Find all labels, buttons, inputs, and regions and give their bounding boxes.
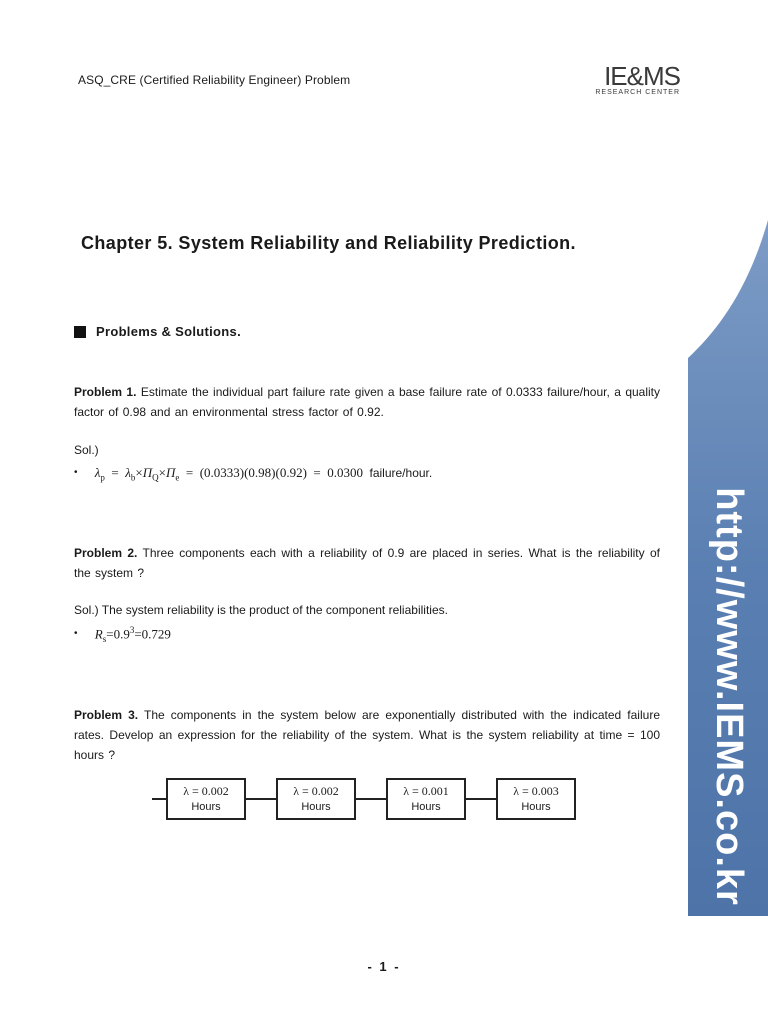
problem-1-unit: failure/hour.: [369, 466, 433, 480]
square-bullet-icon: [74, 326, 86, 338]
document-header: ASQ_CRE (Certified Reliability Engineer) Problem: [78, 73, 351, 87]
component-unit: Hours: [411, 801, 441, 813]
problem-1-text: Estimate the individual part failure rate given a base failure rate of 0.0333 failure/hour, a quality factor of 0.98 and an environmental stress factor of 0.92.: [74, 385, 660, 419]
problem-3-text: The components in the system below are exponentially distributed with the indicated failure rates. Develop an expression for the reliability of the system. What is the system reliability at time = 100 hours ?: [74, 708, 660, 762]
problem-2-sol-label: Sol.) The system reliability is the product of the component reliabilities.: [74, 603, 448, 617]
page-number: - 1 -: [367, 959, 401, 974]
diagram-wire: [356, 798, 386, 800]
component-block: [276, 778, 356, 820]
problem-3-label: Problem 3.: [74, 708, 139, 722]
component-block: [166, 778, 246, 820]
component-unit: Hours: [521, 801, 551, 813]
problem-1: [74, 382, 660, 422]
component-rate: λ = 0.002: [183, 784, 229, 798]
problem-1-sol-label: Sol.): [74, 443, 99, 457]
problem-2: [74, 543, 660, 583]
component-rate: λ = 0.001: [403, 784, 449, 798]
section-heading-text: Problems & Solutions.: [96, 324, 241, 339]
problem-2-text: Three components each with a reliability of 0.9 are placed in series. What is the reliability of the system ?: [74, 546, 660, 580]
bullet-icon: •: [74, 467, 78, 478]
iems-logo: [590, 63, 680, 97]
component-unit: Hours: [301, 801, 331, 813]
problem-2-equation: • $R_s=0.9^3=0.729$: [74, 625, 171, 644]
component-block: [496, 778, 576, 820]
component-rate: λ = 0.002: [293, 784, 339, 798]
logo-sub-text: RESEARCH CENTER: [595, 89, 680, 96]
problem-1-equation: • $\lambda_p = \lambda_b\times\Pi_Q\times\Pi_e = (0.0333)(0.98)(0.92) = 0.0300$ failure/hour.: [74, 465, 433, 483]
problem-3: [74, 705, 660, 765]
problem-1-label: Problem 1.: [74, 385, 137, 399]
bullet-icon: •: [74, 628, 78, 640]
diagram-wire: [246, 798, 276, 800]
diagram-wire: [466, 798, 496, 800]
side-banner-url[interactable]: http://www.IEMS.co.kr: [707, 486, 750, 906]
logo-main-text: IE&MS: [604, 61, 680, 91]
chapter-title: Chapter 5. System Reliability and Reliability Prediction.: [81, 233, 576, 253]
diagram-wire: [152, 798, 166, 800]
section-heading: [74, 324, 241, 339]
series-system-diagram: [150, 770, 600, 830]
component-rate: λ = 0.003: [513, 784, 559, 798]
component-unit: Hours: [191, 801, 221, 813]
problem-2-label: Problem 2.: [74, 546, 138, 560]
component-block: [386, 778, 466, 820]
